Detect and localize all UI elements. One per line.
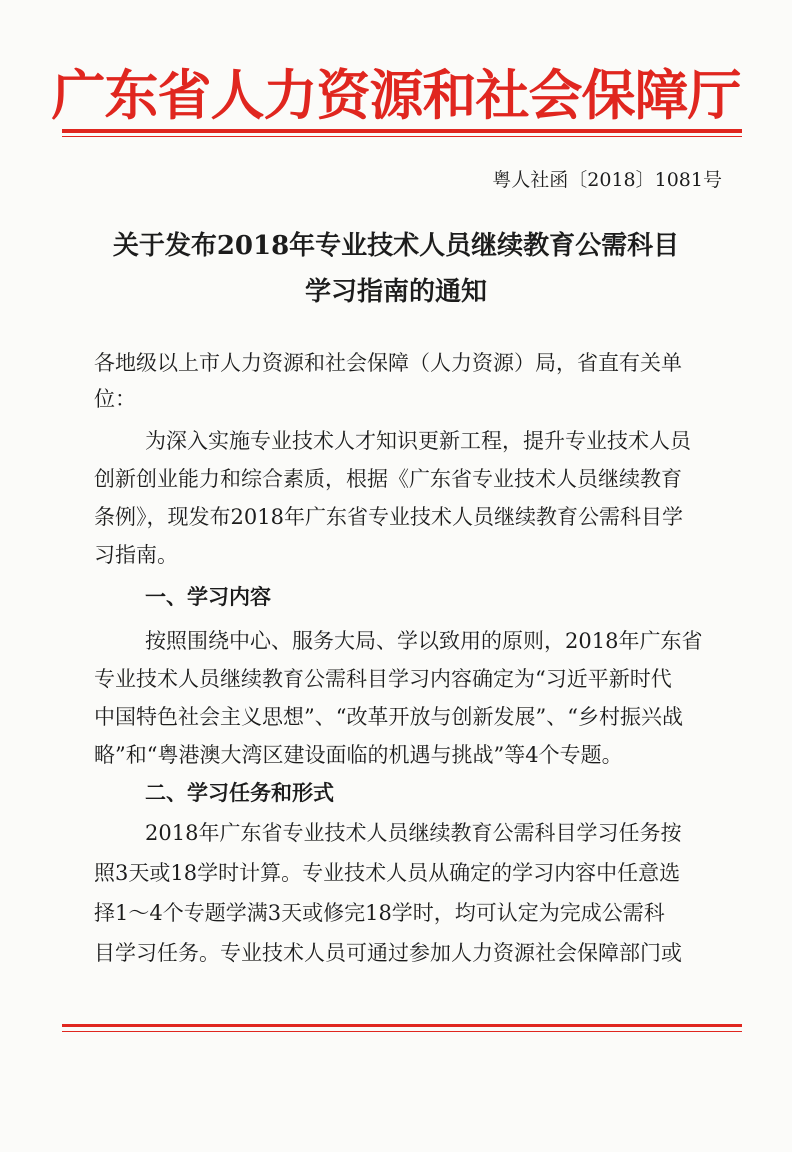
paragraph-line: 择1～4个专题学满3天或修完18学时，均可认定为完成公需科 [94, 901, 665, 925]
header-rule-thin [62, 136, 742, 137]
paragraph-line: 中国特色社会主义思想”、“改革开放与创新发展”、“乡村振兴战 [94, 705, 683, 729]
paragraph-line: 为深入实施专业技术人才知识更新工程，提升专业技术人员 [145, 429, 691, 453]
paragraph-line: 目学习任务。专业技术人员可通过参加人力资源社会保障部门或 [94, 941, 682, 965]
paragraph-line: 创新创业能力和综合素质，根据《广东省专业技术人员继续教育 [94, 467, 682, 491]
paragraph-line: 略”和“粤港澳大湾区建设面临的机遇与挑战”等4个专题。 [94, 743, 623, 767]
paragraph-line: 专业技术人员继续教育公需科目学习内容确定为“习近平新时代 [94, 667, 672, 691]
paragraph-line: 2018年广东省专业技术人员继续教育公需科目学习任务按 [145, 821, 682, 845]
section-heading-2: 二、学习任务和形式 [145, 780, 334, 805]
salutation-line-1: 各地级以上市人力资源和社会保障（人力资源）局，省直有关单 [94, 351, 682, 375]
footer-rule-thick [62, 1024, 742, 1027]
footer-rule-thin [62, 1031, 742, 1032]
section-heading-1: 一、学习内容 [145, 584, 271, 609]
agency-header: 广东省人力资源和社会保障厅 [51, 63, 741, 127]
paragraph-line: 习指南。 [94, 543, 178, 567]
title-line-2: 学习指南的通知 [304, 277, 487, 307]
title-line-1: 关于发布2018年专业技术人员继续教育公需科目 [112, 231, 680, 261]
document-number: 粤人社函〔2018〕1081号 [492, 169, 722, 191]
paragraph-line: 条例》，现发布2018年广东省专业技术人员继续教育公需科目学 [94, 505, 683, 529]
paragraph-line: 照3天或18学时计算。专业技术人员从确定的学习内容中任意选 [94, 861, 681, 885]
header-rule-thick [62, 129, 742, 133]
paragraph-line: 按照围绕中心、服务大局、学以致用的原则，2018年广东省 [145, 629, 703, 653]
salutation-line-2: 位： [94, 387, 136, 411]
